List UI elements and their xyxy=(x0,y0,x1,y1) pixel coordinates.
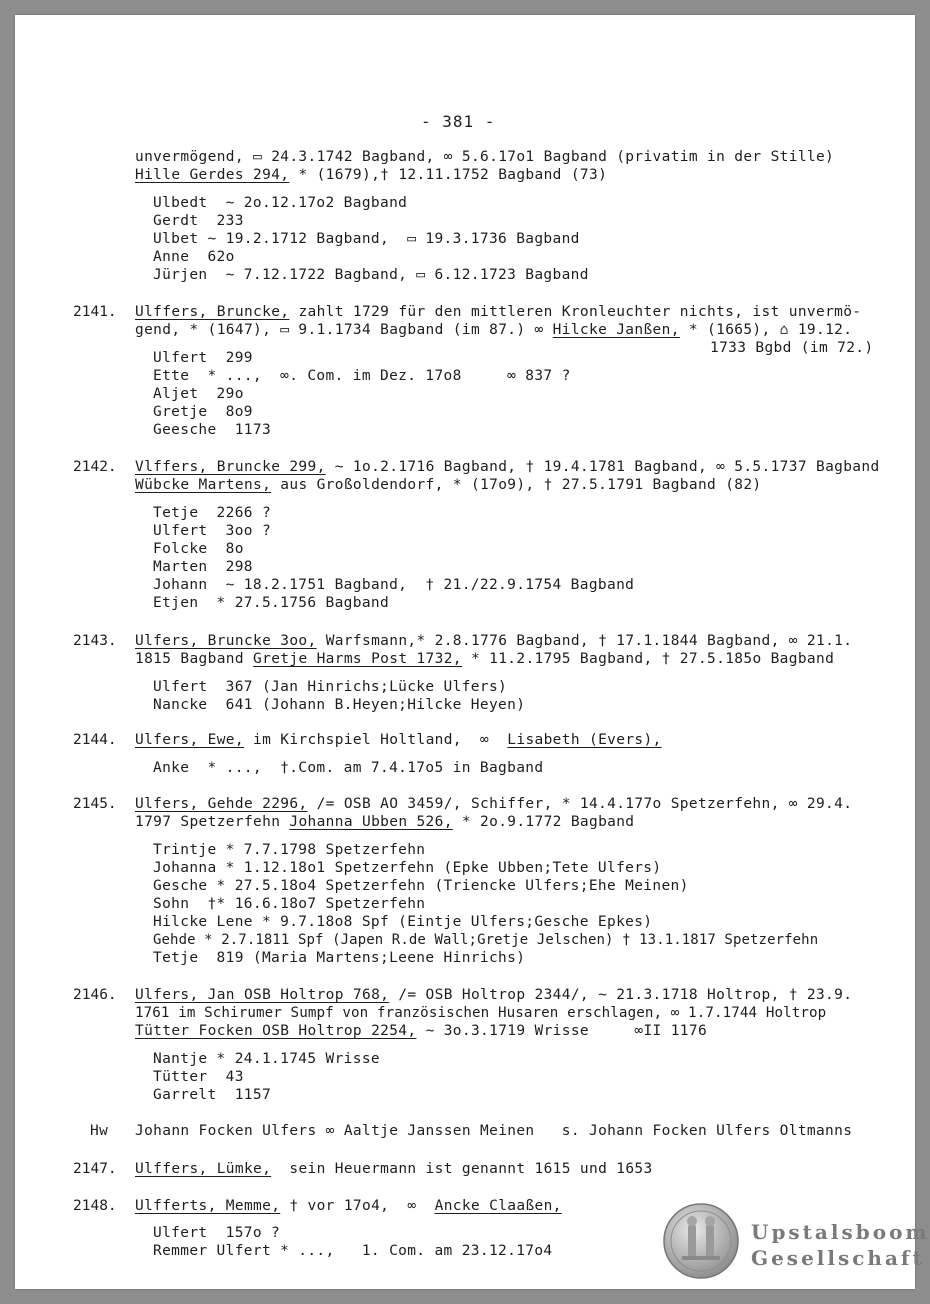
child-line: Hilcke Lene * 9.7.18o8 Spf (Eintje Ulfers;Gesche Epkes) xyxy=(153,914,653,930)
child-line: Tetje 2266 ? xyxy=(153,505,272,521)
spouse-name: Hille Gerdes 294, xyxy=(135,167,290,183)
child-line: Etjen * 27.5.1756 Bagband xyxy=(153,595,390,611)
child-line: Nancke 641 (Johann B.Heyen;Hilcke Heyen) xyxy=(153,697,526,713)
child-line: Tütter 43 xyxy=(153,1069,244,1085)
hw-line: Johann Focken Ulfers ∞ Aaltje Janssen Meinen s. Johann Focken Ulfers Oltmanns xyxy=(135,1123,853,1139)
entry-line: Vlffers, Bruncke 299, ~ 1o.2.1716 Bagband, † 19.4.1781 Bagband, ∞ 5.5.1737 Bagband xyxy=(135,459,880,475)
entry-line: gend, * (1647), ▭ 9.1.1734 Bagband (im 87.) ∞ Hilcke Janßen, * (1665), ⌂ 19.12. xyxy=(135,322,853,338)
child-line: Sohn †* 16.6.18o7 Spetzerfehn xyxy=(153,896,426,912)
entry-number: 2147. xyxy=(73,1161,117,1177)
child-line: Folcke 8o xyxy=(153,541,244,557)
entry-line: Ulfers, Jan OSB Holtrop 768, /= OSB Holtrop 2344/, ~ 21.3.1718 Holtrop, † 23.9. xyxy=(135,987,853,1003)
entry-line: Ulfers, Gehde 2296, /= OSB AO 3459/, Schiffer, * 14.4.177o Spetzerfehn, ∞ 29.4. xyxy=(135,796,853,812)
entry-number: 2145. xyxy=(73,796,117,812)
child-line: Ulfert 3oo ? xyxy=(153,523,272,539)
child-line: Anke * ..., †.Com. am 7.4.17o5 in Bagband xyxy=(153,760,544,776)
page-number: - 381 - xyxy=(421,112,496,131)
child-line: Anne 62o xyxy=(153,249,235,265)
child-line: Johann ~ 18.2.1751 Bagband, † 21./22.9.1754 Bagband xyxy=(153,577,635,593)
entry-line: Ulfers, Ewe, im Kirchspiel Holtland, ∞ Lisabeth (Evers), xyxy=(135,732,662,748)
child-line: Gehde * 2.7.1811 Spf (Japen R.de Wall;Gretje Jelschen) † 13.1.1817 Spetzerfehn xyxy=(153,932,819,948)
person-name: Ulfers, Bruncke 3oo, xyxy=(135,633,317,649)
spouse-name: Ancke Claaßen, xyxy=(434,1198,562,1214)
child-line: Geesche 1173 xyxy=(153,422,272,438)
child-line: Nantje * 24.1.1745 Wrisse xyxy=(153,1051,380,1067)
person-name: Ulfferts, Memme, xyxy=(135,1198,281,1214)
child-line: Ulbedt ~ 2o.12.17o2 Bagband xyxy=(153,195,408,211)
child-line: Johanna * 1.12.18o1 Spetzerfehn (Epke Ubben;Tete Ulfers) xyxy=(153,860,662,876)
society-seal-icon xyxy=(662,1202,740,1280)
person-name: Ulffers, Lümke, xyxy=(135,1161,272,1177)
child-line: Gesche * 27.5.18o4 Spetzerfehn (Triencke Ulfers;Ehe Meinen) xyxy=(153,878,689,894)
person-name: Ulfers, Gehde 2296, xyxy=(135,796,308,812)
child-line: Ulfert 299 xyxy=(153,350,253,366)
child-line: Aljet 29o xyxy=(153,386,244,402)
child-line: Gerdt 233 xyxy=(153,213,244,229)
spouse-name: Tütter Focken OSB Holtrop 2254, xyxy=(135,1023,417,1039)
entry-line: Ulfers, Bruncke 3oo, Warfsmann,* 2.8.1776 Bagband, † 17.1.1844 Bagband, ∞ 21.1. xyxy=(135,633,853,649)
entry-line: 1761 im Schirumer Sumpf von französischen Husaren erschlagen, ∞ 1.7.1744 Holtrop xyxy=(135,1005,827,1021)
child-line: Trintje * 7.7.1798 Spetzerfehn xyxy=(153,842,426,858)
document-page xyxy=(15,15,930,1289)
entry-number: 2146. xyxy=(73,987,117,1003)
intro-line-1: unvermögend, ▭ 24.3.1742 Bagband, ∞ 5.6.17o1 Bagband (privatim in der Stille) xyxy=(135,149,835,165)
child-line: Marten 298 xyxy=(153,559,253,575)
person-name: Ulffers, Bruncke, xyxy=(135,304,290,320)
entry-line: Ulffers, Lümke, sein Heuermann ist genannt 1615 und 1653 xyxy=(135,1161,653,1177)
child-line: Remmer Ulfert * ..., 1. Com. am 23.12.17o4 xyxy=(153,1243,553,1259)
entry-line: 1815 Bagband Gretje Harms Post 1732, * 11.2.1795 Bagband, † 27.5.185o Bagband xyxy=(135,651,835,667)
brand-name-line-1: Upstalsboom xyxy=(751,1220,930,1244)
person-name: Ulfers, Ewe, xyxy=(135,732,244,748)
entry-line: Ulffers, Bruncke, zahlt 1729 für den mittleren Kronleuchter nichts, ist unvermö- xyxy=(135,304,862,320)
person-name: Vlffers, Bruncke 299, xyxy=(135,459,326,475)
child-line: Ulbet ~ 19.2.1712 Bagband, ▭ 19.3.1736 Bagband xyxy=(153,231,580,247)
entry-number: 2143. xyxy=(73,633,117,649)
brand-name-line-2: Gesellschaft xyxy=(751,1246,925,1270)
entry-line: 1733 Bgbd (im 72.) xyxy=(710,340,874,356)
child-line: Tetje 819 (Maria Martens;Leene Hinrichs) xyxy=(153,950,526,966)
entry-number: 2144. xyxy=(73,732,117,748)
child-line: Gretje 8o9 xyxy=(153,404,253,420)
spouse-name: Wübcke Martens, xyxy=(135,477,272,493)
entry-line: Ulfferts, Memme, † vor 17o4, ∞ Ancke Claaßen, xyxy=(135,1198,562,1214)
child-line: Garrelt 1157 xyxy=(153,1087,272,1103)
hw-label: Hw xyxy=(90,1123,109,1139)
child-line: Ette * ..., ∞. Com. im Dez. 17o8 ∞ 837 ? xyxy=(153,368,571,384)
spouse-name: Gretje Harms Post 1732, xyxy=(253,651,462,667)
entry-line: 1797 Spetzerfehn Johanna Ubben 526, * 2o.9.1772 Bagband xyxy=(135,814,635,830)
entry-line: Wübcke Martens, aus Großoldendorf, * (17o9), † 27.5.1791 Bagband (82) xyxy=(135,477,762,493)
spouse-name: Hilcke Janßen, xyxy=(552,322,680,338)
entry-number: 2148. xyxy=(73,1198,117,1214)
entry-number: 2141. xyxy=(73,304,117,320)
spouse-name: Johanna Ubben 526, xyxy=(289,814,453,830)
intro-line-2: Hille Gerdes 294, * (1679),† 12.11.1752 Bagband (73) xyxy=(135,167,608,183)
child-line: Ulfert 367 (Jan Hinrichs;Lücke Ulfers) xyxy=(153,679,508,695)
child-line: Ulfert 157o ? xyxy=(153,1225,281,1241)
person-name: Ulfers, Jan OSB Holtrop 768, xyxy=(135,987,390,1003)
child-line: Jürjen ~ 7.12.1722 Bagband, ▭ 6.12.1723 Bagband xyxy=(153,267,589,283)
spouse-name: Lisabeth (Evers), xyxy=(507,732,662,748)
entry-line: Tütter Focken OSB Holtrop 2254, ~ 3o.3.1719 Wrisse ∞II 1176 xyxy=(135,1023,708,1039)
entry-number: 2142. xyxy=(73,459,117,475)
